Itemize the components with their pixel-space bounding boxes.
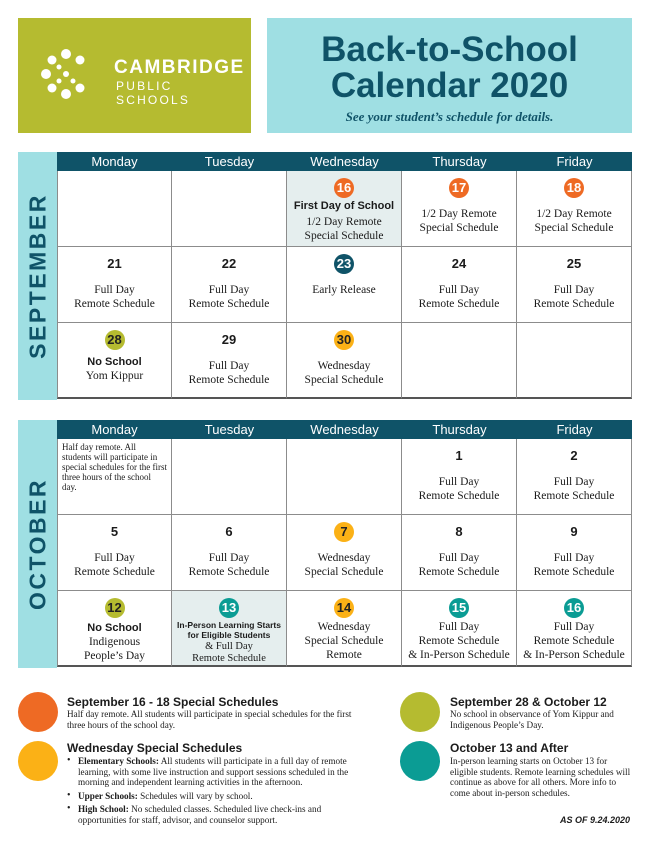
yellow-legend-dot — [18, 741, 58, 781]
legend-list-item — [67, 756, 367, 788]
weekday-friday: Friday — [556, 154, 593, 169]
day-cell-empty — [57, 439, 172, 515]
day-number-badge: 14 — [334, 598, 354, 618]
day-cell-sep-22 — [172, 247, 287, 323]
day-cell-empty — [172, 439, 287, 515]
orange-legend-dot — [18, 692, 58, 732]
day-text: Full Day — [553, 284, 595, 296]
day-text: Full Day — [553, 552, 595, 564]
day-cell-empty — [517, 323, 632, 399]
day-number: 9 — [570, 524, 578, 539]
day-text: & In-Person Schedule — [523, 649, 625, 661]
as-of-date: AS OF 9.24.2020 — [559, 815, 630, 825]
day-text: & Full Day — [205, 641, 253, 652]
day-text: Remote Schedule — [533, 566, 615, 578]
day-text: Yom Kippur — [85, 370, 144, 382]
day-text: Indigenous — [88, 636, 141, 648]
day-cell-sep-21 — [57, 247, 172, 323]
day-cell-oct-1 — [402, 439, 517, 515]
legend-item-label: Elementary Schools: — [78, 756, 159, 766]
day-number: 29 — [221, 332, 237, 347]
day-cell-oct-12 — [57, 591, 172, 667]
month-label: OCTOBER — [24, 477, 50, 611]
day-text: Full Day — [208, 284, 250, 296]
day-cell-sep-30 — [287, 323, 402, 399]
legend-list-item — [67, 791, 367, 802]
day-number-badge: 16 — [334, 178, 354, 198]
day-text: Wednesday — [317, 360, 371, 372]
weekday-thursday: Thursday — [432, 154, 487, 169]
day-cell-empty — [402, 323, 517, 399]
half-day-note: Half day remote. All students will participate in special schedules for the first three hours of the school day. — [62, 442, 167, 492]
legend-title-holidays: September 28 & October 12 — [450, 695, 607, 709]
legend-title-wed-special: Wednesday Special Schedules — [67, 741, 243, 755]
day-number: 2 — [570, 448, 578, 463]
day-cell-sep-25 — [517, 247, 632, 323]
day-text: Special Schedule — [304, 230, 384, 242]
weekday-friday: Friday — [556, 422, 593, 437]
day-title: No School — [87, 356, 142, 368]
day-text: Special Schedule — [304, 566, 384, 578]
calendar-grid — [57, 420, 632, 667]
october-calendar — [18, 420, 632, 668]
logo-box — [18, 18, 251, 133]
day-text: Special Schedule — [534, 222, 614, 234]
day-text: Special Schedule — [304, 374, 384, 386]
day-text: Full Day — [553, 621, 595, 633]
day-text: Remote Schedule — [188, 374, 270, 386]
day-cell-oct-8 — [402, 515, 517, 591]
day-text: Early Release — [312, 284, 376, 296]
day-number-badge: 12 — [105, 598, 125, 618]
month-label: SEPTEMBER — [24, 193, 50, 359]
day-text: Remote Schedule — [192, 653, 266, 664]
page-title-line-2: Calendar 2020 — [330, 66, 569, 105]
day-text: Full Day — [438, 284, 480, 296]
legend-list-item — [67, 804, 367, 825]
legend-text-holidays: No school in observance of Yom Kippur and Indigenous People’s Day. — [450, 709, 614, 730]
day-number: 5 — [110, 524, 119, 539]
day-cell-oct-14 — [287, 591, 402, 667]
day-cell-oct-16 — [517, 591, 632, 667]
day-text: Full Day — [438, 621, 480, 633]
day-text: Full Day — [208, 360, 250, 372]
day-text: Remote Schedule — [188, 298, 270, 310]
legend-item-label: High School: — [78, 804, 129, 814]
week-row — [57, 323, 632, 399]
day-cell-oct-6 — [172, 515, 287, 591]
day-number: 22 — [221, 256, 237, 271]
week-row — [57, 439, 632, 515]
day-text: Full Day — [438, 552, 480, 564]
day-text: Full Day — [94, 552, 135, 564]
weekday-monday: Monday — [91, 422, 138, 437]
day-text: Wednesday — [317, 552, 371, 564]
day-text: Full Day — [94, 284, 135, 296]
calendar-grid — [57, 152, 632, 399]
day-cell-sep-29 — [172, 323, 287, 399]
day-number-badge: 16 — [564, 598, 584, 618]
page-title-line-1: Back-to-School — [321, 30, 578, 69]
olive-legend-dot — [400, 692, 440, 732]
page-subtitle: See your student’s schedule for details. — [345, 109, 554, 124]
day-text: Remote Schedule — [418, 635, 500, 647]
logo-name: CAMBRIDGE — [114, 57, 245, 78]
weekday-thursday: Thursday — [432, 422, 487, 437]
day-number-badge: 18 — [564, 178, 584, 198]
day-text: Remote Schedule — [533, 490, 615, 502]
day-number-badge: 23 — [334, 254, 354, 274]
day-cell-empty — [57, 171, 172, 247]
cambridge-logo-icon — [40, 48, 92, 100]
day-cell-oct-9 — [517, 515, 632, 591]
day-text: Full Day — [208, 552, 250, 564]
week-row — [57, 515, 632, 591]
week-row — [57, 247, 632, 323]
weekday-monday: Monday — [91, 154, 138, 169]
day-number: 8 — [455, 524, 463, 539]
logo-subtitle: PUBLIC SCHOOLS — [116, 79, 191, 107]
day-title: No School — [87, 622, 142, 634]
day-number-badge: 13 — [219, 598, 239, 618]
day-cell-sep-24 — [402, 247, 517, 323]
day-number-badge: 15 — [449, 598, 469, 618]
legend-item-label: Upper Schools: — [78, 790, 138, 801]
day-text: Remote Schedule — [418, 566, 500, 578]
day-text: 1/2 Day Remote — [421, 208, 497, 220]
day-number-badge: 17 — [449, 178, 469, 198]
day-text: Remote Schedule — [74, 566, 155, 578]
day-text: Special Schedule — [304, 635, 384, 647]
weekday-wednesday: Wednesday — [310, 154, 379, 169]
week-row — [57, 171, 632, 247]
weekday-tuesday: Tuesday — [204, 154, 255, 169]
day-text: Remote — [326, 649, 362, 661]
day-text: Special Schedule — [419, 222, 499, 234]
day-text: Remote Schedule — [418, 490, 500, 502]
legend-item-text: No scheduled classes. Scheduled live check-ins and opportunities for staff, advisor, and counselor support. — [78, 804, 322, 825]
day-text: Wednesday — [317, 621, 371, 633]
day-text: Remote Schedule — [74, 298, 155, 310]
day-text: 1/2 Day Remote — [306, 216, 382, 228]
day-cell-oct-15 — [402, 591, 517, 667]
legend-item-text: All students will participate in a full day of remote learning, with some live instruction and support sessions scheduled in the morning and independent learning activities in the afternoon. — [78, 756, 349, 787]
title-box — [267, 18, 632, 133]
day-cell-empty — [172, 171, 287, 247]
weekday-tuesday: Tuesday — [204, 422, 255, 437]
day-text: Remote Schedule — [188, 566, 270, 578]
day-cell-sep-16 — [287, 171, 402, 247]
day-cell-oct-13 — [172, 591, 287, 667]
day-cell-oct-7 — [287, 515, 402, 591]
day-number: 6 — [225, 524, 233, 539]
week-row — [57, 591, 632, 667]
day-text: & In-Person Schedule — [408, 649, 510, 661]
day-text: Remote Schedule — [418, 298, 500, 310]
day-number-badge: 7 — [334, 522, 354, 542]
legend-title-sep-special: September 16 - 18 Special Schedules — [67, 695, 279, 709]
day-text: Remote Schedule — [533, 298, 615, 310]
day-cell-oct-5 — [57, 515, 172, 591]
day-number-badge: 30 — [334, 330, 354, 350]
day-text: Full Day — [438, 476, 480, 488]
day-text: Full Day — [553, 476, 595, 488]
day-title: In-Person Learning Starts for Eligible Students — [177, 620, 281, 640]
day-number: 24 — [451, 256, 467, 271]
day-cell-empty — [287, 439, 402, 515]
day-text: 1/2 Day Remote — [536, 208, 612, 220]
legend-text-in-person: In-person learning starts on October 13 for eligible students. Remote learning schedules will continue as above for all others. More info to come about in-person schedules. — [450, 756, 631, 798]
weekday-header — [57, 152, 632, 171]
day-cell-oct-2 — [517, 439, 632, 515]
day-text: Remote Schedule — [533, 635, 615, 647]
month-tab-september — [18, 152, 57, 400]
day-cell-sep-28 — [57, 323, 172, 399]
day-cell-sep-17 — [402, 171, 517, 247]
month-tab-october — [18, 420, 57, 668]
weekday-header — [57, 420, 632, 439]
day-text: People’s Day — [83, 650, 145, 662]
day-number-badge: 28 — [105, 330, 125, 350]
day-title: First Day of School — [293, 200, 395, 212]
day-cell-sep-18 — [517, 171, 632, 247]
day-number: 25 — [566, 256, 582, 271]
legend-list-wed-special — [67, 756, 367, 828]
weekday-wednesday: Wednesday — [310, 422, 379, 437]
teal-legend-dot — [400, 741, 440, 781]
september-calendar — [18, 152, 632, 400]
day-cell-sep-23 — [287, 247, 402, 323]
day-number: 1 — [455, 448, 463, 463]
legend-text-sep-special: Half day remote. All students will participate in special schedules for the first three hours of the school day. — [67, 709, 352, 730]
legend-title-in-person: October 13 and After — [450, 741, 569, 755]
legend-item-text: Schedules will vary by school. — [140, 790, 253, 801]
day-number: 21 — [107, 256, 122, 271]
